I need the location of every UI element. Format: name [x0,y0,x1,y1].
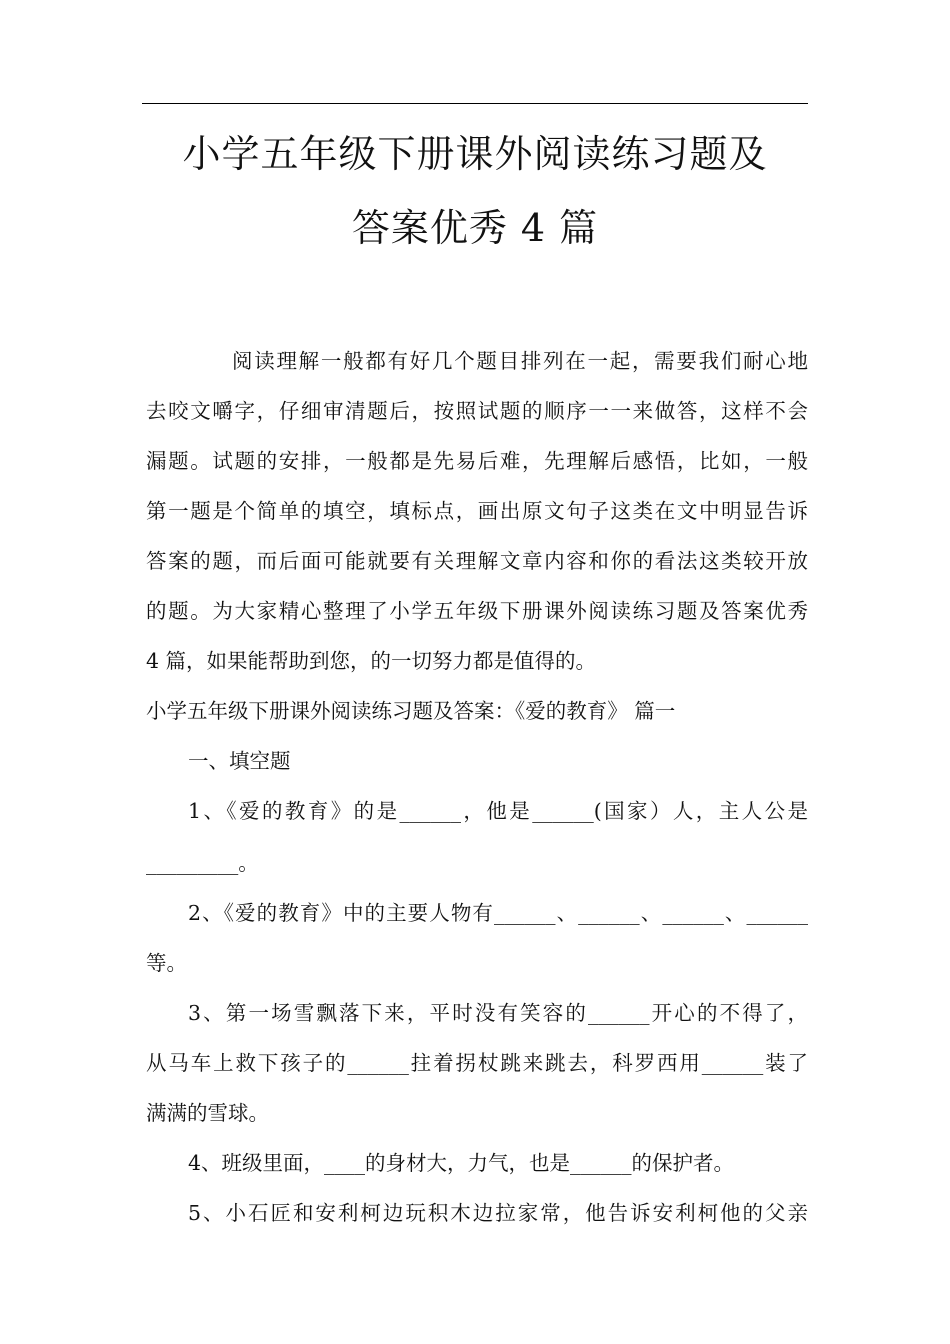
question-4-line-1: 4、班级里面，____的身材大，力气，也是______的保护者。 [188,1151,735,1175]
question-1-line-1: 1、《爱的教育》的是______，他是______(国家）人，主人公是 [188,799,808,823]
question-2-line-2: 等。 [146,951,187,975]
intro-paragraph-line: 答案的题，而后面可能就要有关理解文章内容和你的看法这类较开放 [146,549,808,573]
intro-paragraph-line: 第一题是个简单的填空，填标点，画出原文句子这类在文中明显告诉 [146,499,808,523]
document-title-line-2: 答案优秀 4 篇 [351,206,599,250]
question-3-line-3: 满满的雪球。 [146,1101,269,1125]
question-2-line-1: 2、《爱的教育》中的主要人物有______、______、______、______ [188,901,808,925]
header-rule [142,103,808,104]
question-5-line-1: 5、小石匠和安利柯边玩积木边拉家常，他告诉安利柯他的父亲 [188,1201,808,1225]
question-3-line-1: 3、第一场雪飘落下来，平时没有笑容的______开心的不得了， [188,1001,808,1025]
intro-paragraph-line: 漏题。试题的安排，一般都是先易后难，先理解后感悟，比如，一般 [146,449,808,473]
intro-paragraph-line: 阅读理解一般都有好几个题目排列在一起，需要我们耐心地 [232,349,808,373]
question-1-line-2: _________。 [146,851,259,875]
part-heading: 一、填空题 [188,749,291,773]
intro-paragraph-line: 去咬文嚼字，仔细审清题后，按照试题的顺序一一来做答，这样不会 [146,399,808,423]
intro-paragraph-line: 的题。为大家精心整理了小学五年级下册课外阅读练习题及答案优秀 [146,599,808,623]
document-title-line-1: 小学五年级下册课外阅读练习题及 [182,132,768,176]
section-heading: 小学五年级下册课外阅读练习题及答案：《爱的教育》 篇一 [146,699,676,723]
question-3-line-2: 从马车上救下孩子的______拄着拐杖跳来跳去，科罗西用______装了 [146,1051,808,1075]
intro-paragraph-line: 4 篇，如果能帮助到您，的一切努力都是值得的。 [146,649,597,673]
